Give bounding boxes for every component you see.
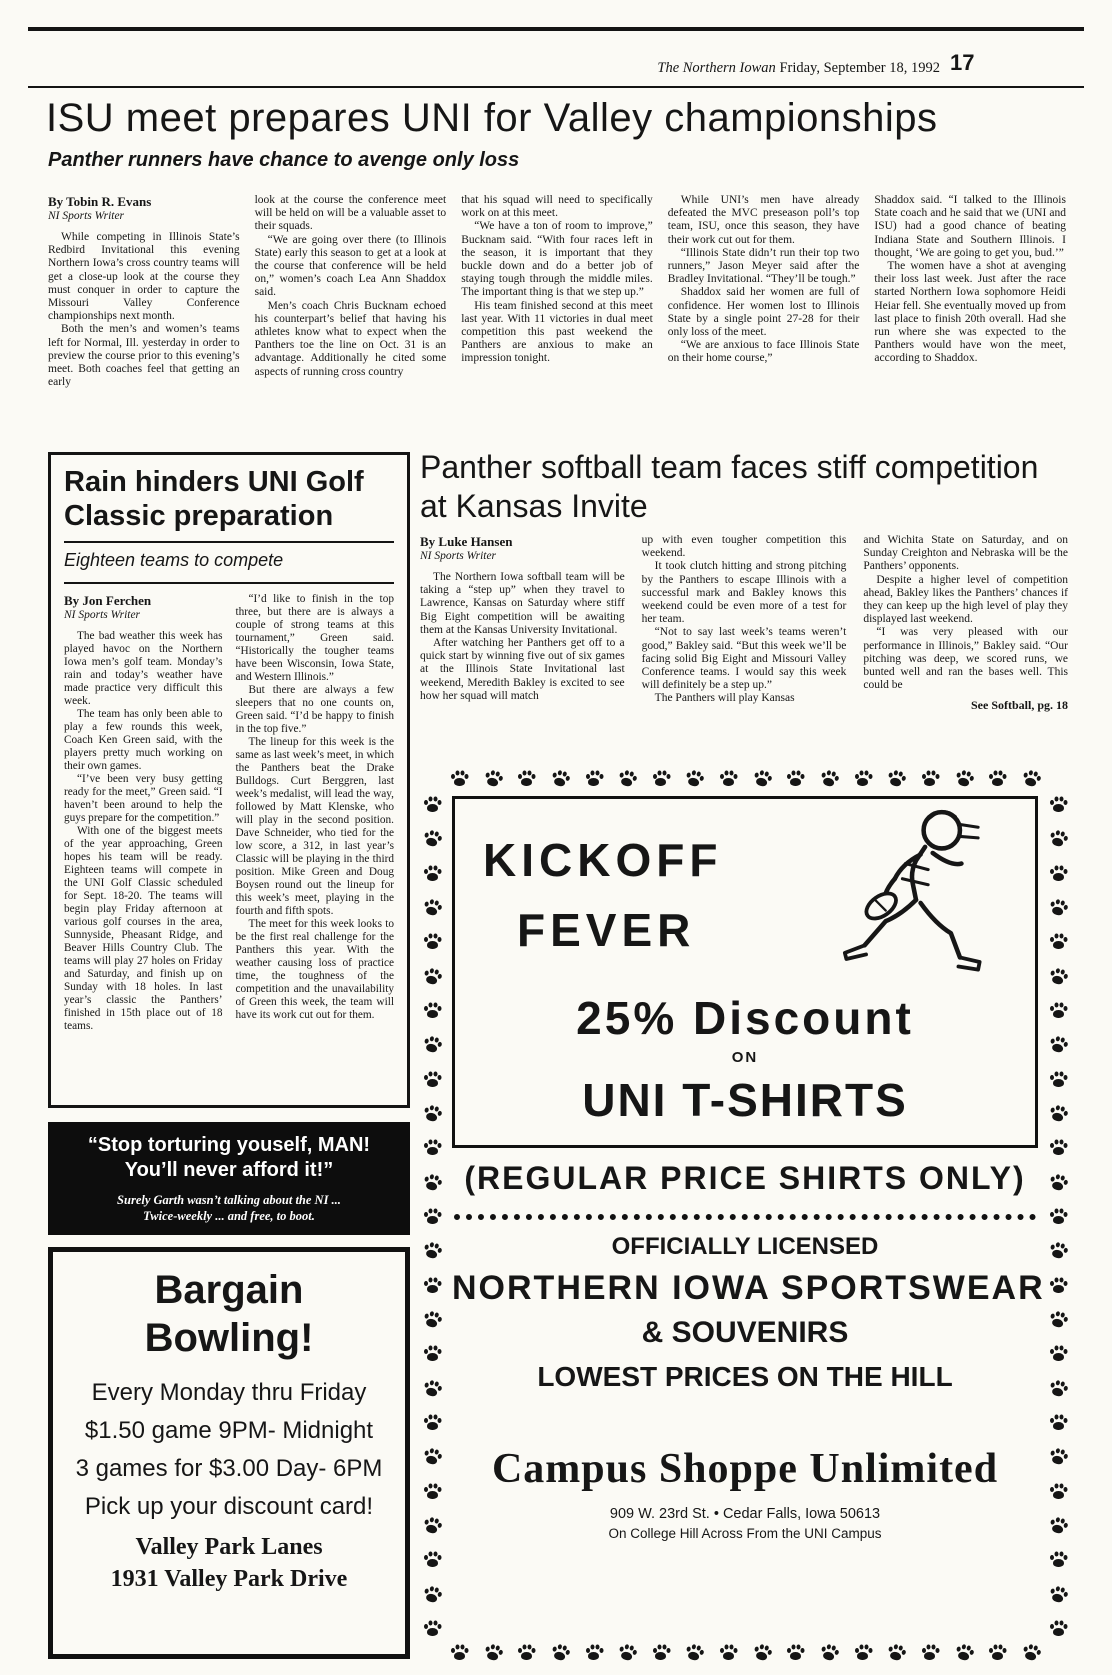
ni-ad-line-1: “Stop torturing youself, MAN!: [87, 1134, 371, 1156]
header-rule: [28, 86, 1084, 88]
paw-print-icon: [1047, 1378, 1069, 1399]
paw-print-icon: [1049, 1483, 1067, 1500]
golf-article-box: [48, 452, 410, 1108]
paw-print-icon: [1049, 1002, 1067, 1019]
paw-print-icon: [423, 865, 441, 882]
paw-print-icon: [1047, 1240, 1069, 1261]
softball-column-3: [863, 534, 1068, 770]
bowling-title-2: Bowling!: [144, 1316, 314, 1360]
paw-print-icon: [450, 1644, 468, 1661]
paw-print-icon: [421, 1378, 443, 1399]
paw-print-icon: [854, 770, 872, 787]
paw-print-icon: [818, 1642, 840, 1663]
paw-print-icon: [517, 770, 535, 787]
golf-rule-bottom: [64, 582, 394, 584]
main-article-column-1: [48, 194, 240, 448]
paw-border-top: [450, 770, 1040, 787]
paw-print-icon: [423, 1414, 441, 1431]
paw-print-icon: [517, 1644, 535, 1661]
paw-print-icon: [421, 897, 443, 918]
paw-print-icon: [921, 770, 939, 787]
byline-author: By Tobin R. Evans: [48, 194, 152, 209]
byline-author: By Jon Ferchen: [64, 593, 152, 608]
byline-title: NI Sports Writer: [64, 609, 141, 621]
kickoff-shop-name: Campus Shoppe Unlimited: [491, 1446, 999, 1492]
paw-print-icon: [423, 1551, 441, 1568]
paw-print-icon: [423, 1277, 441, 1294]
paw-print-icon: [1049, 865, 1067, 882]
paw-print-icon: [1049, 1345, 1067, 1362]
main-article-column-4: While UNI’s men have already defeated the MVC preseason poll’s top team, ISU, once this season, they have their work cut out for them. “Illinois State didn’t run their top two runners,” Jason Meyer said after the Bradley Invitational. “They’ll be tough.” Shaddox said her women are full of confidence. Her women lost to Illinois State by a single point 27-28 for their only loss of the meet. “We are anxious to face Illinois State on their home course,”: [667, 194, 860, 365]
paw-print-icon: [652, 770, 670, 787]
golf-rule-top: [64, 541, 394, 543]
football-player-illustration: [813, 803, 1013, 1015]
paw-print-icon: [1049, 1414, 1067, 1431]
main-headline: ISU meet prepares UNI for Valley championships: [46, 96, 938, 140]
bowling-ad: [48, 1247, 410, 1659]
paw-print-icon: [1049, 1620, 1067, 1637]
paw-print-icon: [423, 796, 441, 813]
bowling-title-1: Bargain: [154, 1268, 304, 1312]
article-text: The bad weather this week has played havoc on the Northern Iowa men’s golf team. Monday’s rain and today’s weather have made practice very difficult this week. The team has only been able to play a few rounds this week, Coach Ken Green said, with the players pretty much working on their own games. “I’ve been very busy getting ready for the meet,” Green said. “I haven’t been around to help the guys prepare for the competition.” With one of the biggest meets of the year approaching, Green hopes his team will be ready. Eighteen teams will compete in the UNI Golf Classic scheduled for Sept. 18-20. The teams will begin play Friday afternoon at various golf courses in the area, Sunnyside, Pheasant Ridge, and Beaver Hills Country Club. The teams will play 27 holes on Friday and Saturday, and finish up on Sunday with 18 holes. In last year’s classic the Panthers’ finished in 15th place out of 18 teams.: [64, 630, 223, 1032]
paw-print-icon: [616, 1642, 638, 1663]
paw-print-icon: [423, 933, 441, 950]
byline-author: By Luke Hansen: [420, 534, 513, 549]
paw-print-icon: [423, 1208, 441, 1225]
kickoff-address-1: 909 W. 23rd St. • Cedar Falls, Iowa 50613: [609, 1506, 881, 1522]
kickoff-licensed-2: NORTHERN IOWA SPORTSWEAR: [452, 1269, 1045, 1307]
paw-print-icon: [421, 966, 443, 987]
kickoff-ad-content: [452, 796, 1045, 1637]
paw-print-icon: [953, 768, 975, 789]
paw-print-icon: [818, 768, 840, 789]
paw-print-icon: [1047, 1446, 1069, 1467]
kickoff-regular-note: (REGULAR PRICE SHIRTS ONLY): [464, 1160, 1026, 1196]
kickoff-shirts: UNI T-SHIRTS: [582, 1074, 908, 1126]
top-rule: [28, 27, 1084, 31]
paw-print-icon: [652, 1644, 670, 1661]
paw-print-icon: [1020, 1642, 1042, 1663]
paw-print-icon: [1047, 1309, 1069, 1330]
article-text: and Wichita State on Saturday, and on Sunday Creighton and Nebraska will be the Panthers’ opponents. Despite a higher level of competition ahead, Bakley likes the Panthers’ chances if they can keep up the high level of play they displayed last weekend. “I was very pleased with our performance in Illinois,” Bakley said. “Our pitching was deep, we scored runs, we bunted well and ran the bases well. This could be: [863, 534, 1068, 692]
paw-print-icon: [450, 770, 468, 787]
paw-print-icon: [786, 1644, 804, 1661]
golf-headline: Rain hinders UNI Golf Classic preparation: [64, 466, 364, 532]
paw-print-icon: [886, 768, 908, 789]
kickoff-on: ON: [731, 1049, 759, 1066]
paw-print-icon: [1049, 1277, 1067, 1294]
golf-subhead: Eighteen teams to compete: [64, 550, 284, 570]
paw-print-icon: [719, 770, 737, 787]
ni-ad-tagline-1: Surely Garth wasn’t talking about the NI ...: [117, 1193, 341, 1207]
ni-ad-tagline-2: Twice-weekly ... and free, to boot.: [143, 1209, 315, 1223]
kickoff-licensed-4: LOWEST PRICES ON THE HILL: [537, 1361, 953, 1392]
bowling-line-1: Every Monday thru Friday: [91, 1379, 367, 1406]
paw-print-icon: [684, 1642, 706, 1663]
paw-print-icon: [719, 1644, 737, 1661]
paw-print-icon: [421, 1584, 443, 1605]
softball-columns: [420, 534, 1068, 770]
paw-print-icon: [1047, 1584, 1069, 1605]
kickoff-title-1: KICKOFF: [483, 834, 723, 886]
paw-border-bottom: [450, 1644, 1040, 1661]
paper-name: The Northern Iowan: [657, 60, 776, 76]
paw-print-icon: [421, 1515, 443, 1536]
paw-print-icon: [751, 768, 773, 789]
bowling-venue: Valley Park Lanes: [135, 1534, 323, 1560]
masthead-date: Friday, September 18, 1992: [775, 60, 940, 76]
paw-print-icon: [421, 1240, 443, 1261]
byline-title: NI Sports Writer: [420, 550, 497, 562]
page-number: 17: [950, 50, 975, 75]
paw-print-icon: [421, 1309, 443, 1330]
paw-print-icon: [988, 770, 1006, 787]
paw-print-icon: [421, 1446, 443, 1467]
paw-print-icon: [423, 1620, 441, 1637]
kickoff-fever-ad: [420, 770, 1070, 1663]
paw-print-icon: [421, 1034, 443, 1055]
bowling-line-3: 3 games for $3.00 Day- 6PM: [75, 1455, 383, 1482]
kickoff-discount: 25% Discount: [576, 992, 914, 1044]
paw-print-icon: [423, 1345, 441, 1362]
paw-print-icon: [1049, 1071, 1067, 1088]
ni-house-ad: [48, 1122, 410, 1235]
paw-print-icon: [1020, 768, 1042, 789]
article-text: While competing in Illinois State’s Redbird Invitational this evening Northern Iowa’s cross country teams will get a close-up look at the course they must conquer in order to capture the Missouri Valley Conference championships next month. Both the men’s and women’s teams left for Normal, Ill. yesterday in order to preview the course prior to this evening’s meet. Both coaches feel that getting an early: [48, 231, 240, 389]
paw-print-icon: [1047, 1172, 1069, 1193]
paw-print-icon: [1047, 1103, 1069, 1124]
paw-border-left: [422, 796, 442, 1637]
paw-print-icon: [423, 1139, 441, 1156]
paw-print-icon: [423, 1071, 441, 1088]
byline-title: NI Sports Writer: [48, 210, 125, 222]
paw-print-icon: [1047, 897, 1069, 918]
article-text: The Northern Iowa softball team will be taking a “step up” when they travel to Lawrence, Kansas on Saturday where stiff Big Eight competition will be awaiting them at the Kansas University Invitational. After watching her Panthers get off to a quick start by winning five out of six games at the Illinois State Invitational last weekend, Meredith Bakley is excited to see how her squad will match: [420, 571, 625, 702]
paw-print-icon: [482, 1642, 504, 1663]
main-article-column-3: that his squad will need to specifically work on at this meet. “We have a ton of room to improve,” Bucknam said. “With four races left in the season, it is important that they buckle down and do a better job of staying tough through the middle miles. The important thing is that we step up.” His team finished second at this meet last year. With 11 victories in dual meet competition this past weekend the Panthers are anxious to make an impression tonight.: [461, 194, 653, 365]
paw-print-icon: [421, 1172, 443, 1193]
softball-column-2: up with even tougher competition this weekend. It took clutch hitting and strong pitching by the Panthers to escape Illinois with a successful mark and Bakley knows this weekend could be even more of a test for her team. “Not to say last week’s teams weren’t good,” Bakley said. “But this week we’ll be facing solid Big Eight and Missouri Valley Conference teams. I would say this week will definitely be a step up.” The Panthers will play Kansas: [641, 534, 847, 705]
main-article-column-2: look at the course the conference meet will be held on will be a valuable asset to their squads. “We are going over there (to Illinois State) early this season to get at a look at the course that conference will be held on,” women’s coach Lea Ann Shaddox said. Men’s coach Chris Bucknam echoed his counterpart’s belief that having his athletes know what to expect when the Panthers toe the line on Oct. 31 is an advantage. Additionally he cited some aspects of running cross country: [254, 194, 447, 378]
paw-print-icon: [423, 1002, 441, 1019]
masthead: [540, 60, 940, 77]
dotted-divider: [454, 1214, 1036, 1220]
paw-print-icon: [1047, 1515, 1069, 1536]
paw-print-icon: [786, 770, 804, 787]
paw-print-icon: [1049, 1551, 1067, 1568]
paw-print-icon: [988, 1644, 1006, 1661]
main-article-columns: [48, 194, 1066, 448]
paw-print-icon: [684, 768, 706, 789]
bowling-address: 1931 Valley Park Drive: [110, 1566, 348, 1592]
softball-headline: Panther softball team faces stiff competition at Kansas Invite: [420, 449, 1039, 524]
paw-print-icon: [854, 1644, 872, 1661]
paw-print-icon: [1049, 1139, 1067, 1156]
paw-print-icon: [585, 1644, 603, 1661]
paw-border-right: [1048, 796, 1068, 1637]
paw-print-icon: [1049, 933, 1067, 950]
softball-column-1: [420, 534, 625, 770]
paw-print-icon: [423, 1483, 441, 1500]
paw-print-icon: [751, 1642, 773, 1663]
kickoff-address-2: On College Hill Across From the UNI Campus: [608, 1526, 882, 1541]
kickoff-licensed-1: OFFICIALLY LICENSED: [611, 1233, 879, 1260]
paw-print-icon: [549, 1642, 571, 1663]
paw-print-icon: [1049, 796, 1067, 813]
paw-print-icon: [421, 1103, 443, 1124]
paw-print-icon: [1049, 1208, 1067, 1225]
paw-print-icon: [1047, 966, 1069, 987]
paw-print-icon: [1047, 828, 1069, 849]
paw-print-icon: [421, 828, 443, 849]
paw-print-icon: [616, 768, 638, 789]
kickoff-licensed-3: & SOUVENIRS: [641, 1316, 849, 1349]
main-article-column-5: Shaddox said. “I talked to the Illinois State coach and he said that we (UNI and ISU) had a good chance of beating Indiana State and Southern Illinois. I thought, ‘We are going to get you, bud.’” The women have a shot at avenging their loss last week. Just after the race started Northern Iowa sophomore Heidi Heiar fell. She eventually moved up from last place to finish 20th overall. Had she run where she was expected to the Panthers would have won the meet, according to Shaddox.: [874, 194, 1066, 365]
kickoff-title-2: FEVER: [517, 904, 696, 956]
paw-print-icon: [549, 768, 571, 789]
paw-print-icon: [921, 1644, 939, 1661]
bowling-line-4: Pick up your discount card!: [84, 1493, 374, 1520]
paw-print-icon: [1047, 1034, 1069, 1055]
kickoff-inner-box: [452, 796, 1038, 1148]
see-more-jumpline: See Softball, pg. 18: [971, 698, 1068, 713]
ni-ad-line-2: You’ll never afford it!”: [124, 1159, 334, 1181]
bowling-line-2: $1.50 game 9PM- Midnight: [84, 1417, 374, 1444]
paw-print-icon: [585, 770, 603, 787]
paw-print-icon: [886, 1642, 908, 1663]
paw-print-icon: [482, 768, 504, 789]
golf-column-2: “I’d like to finish in the top three, but there are is always a couple of strong teams at this tournament,” Green said. “Historically the tougher teams have been Wisconsin, Iowa State, and Western Illinois.” But there are always a few sleepers that no one counts on, Green said. “I’d be happy to finish in the top five.” The lineup for this week is the same as last week’s meet, in which the Panthers beat the Drake Bulldogs. Curt Berggren, last week’s medalist, will lead the way, followed by Matt Klenske, who will play in the second position. Dave Schneider, who tied for the low score, a 312, in last year’s Classic will be playing in the third position. Mike Green and Doug Boysen round out the lineup for this week’s meet, playing in the fourth and fifth spots. The meet for this week looks to be the first real challenge for the Panthers this year. With the weather causing loss of practice time, the toughness of the competition and the unavailability of Green this week, the team will have its work cut out for them.: [235, 593, 394, 1021]
golf-column-1: [64, 593, 223, 1033]
main-subhead: Panther runners have chance to avenge only loss: [48, 149, 520, 171]
golf-article-columns: [64, 593, 394, 1033]
paw-print-icon: [953, 1642, 975, 1663]
